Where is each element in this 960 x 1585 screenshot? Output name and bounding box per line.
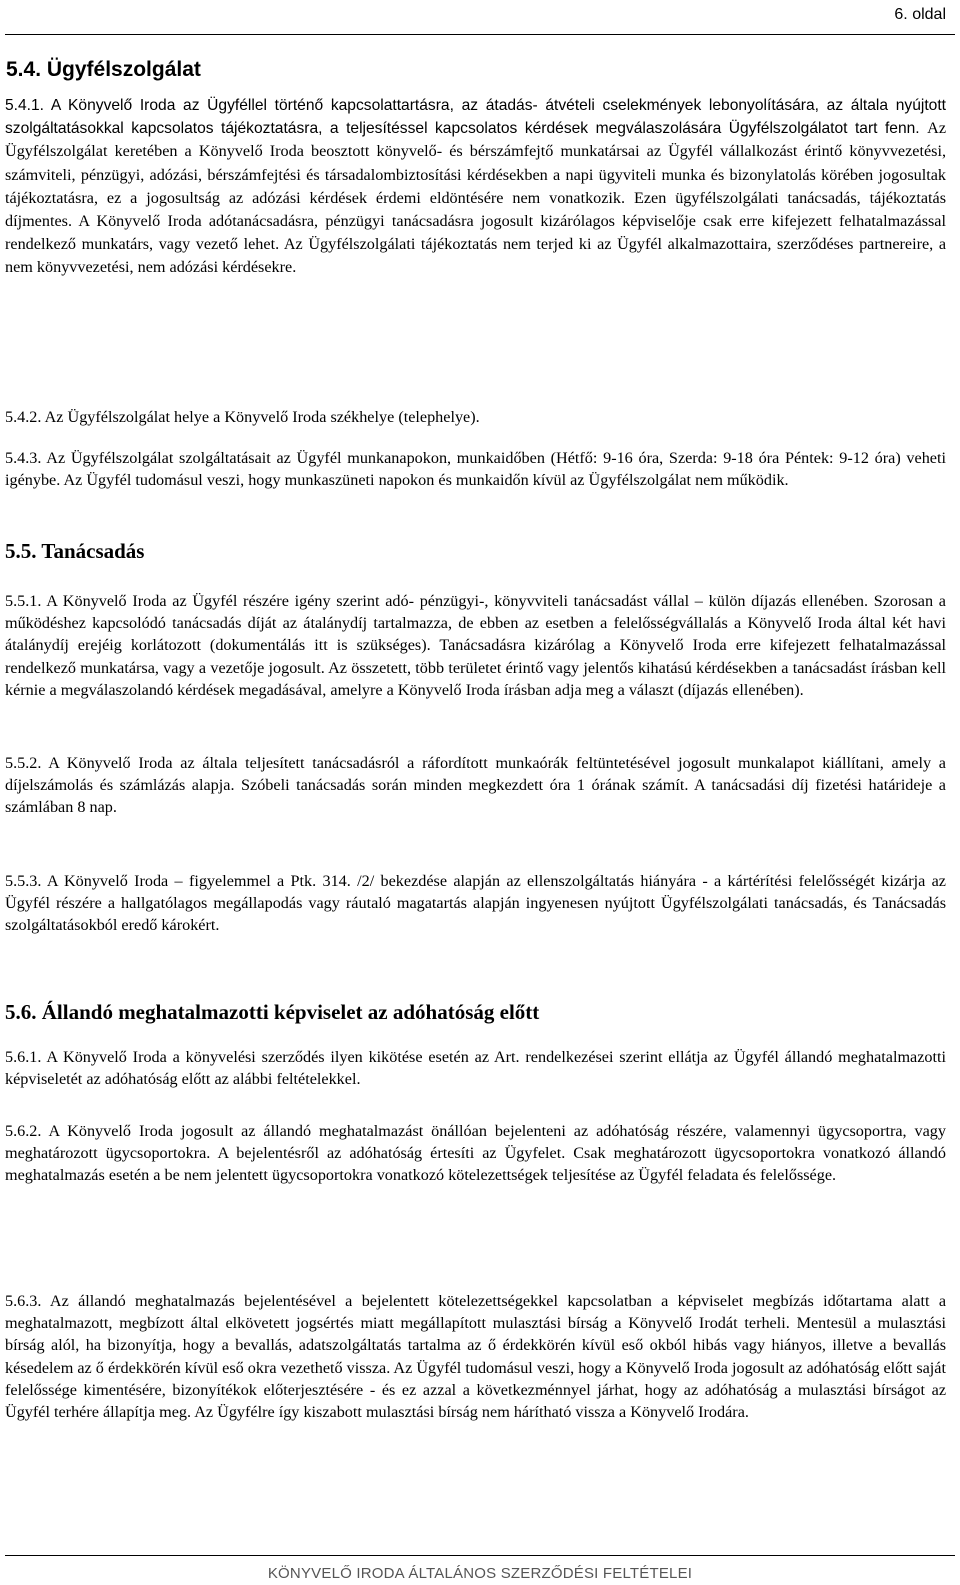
paragraph-number: 5.6.3. [5, 1292, 42, 1310]
paragraph-5-4-3 [5, 447, 946, 491]
section-heading-5-5: 5.5. Tanácsadás [5, 539, 145, 563]
paragraph-number: 5.5.2. [5, 754, 42, 772]
page-number: 6. oldal [894, 6, 946, 23]
section-heading-5-6: 5.6. Állandó meghatalmazotti képviselet az adóhatóság előtt [5, 1000, 540, 1024]
paragraph-5-6-3 [5, 1290, 946, 1423]
paragraph-5-5-1 [5, 590, 946, 701]
paragraph-text: A Könyvelő Iroda a könyvelési szerződés ilyen kikötése esetén az Art. rendelkezései szerint ellátja az Ügyfél állandó meghatalmazotti képviseletét az adóhatóság előtt az alábbi feltételekkel. [5, 1048, 947, 1089]
paragraph-text: A Könyvelő Iroda az Ügyféllel történő kapcsolattartásra, az átadás- átvételi cselekmények lebonyolítására, az általa nyújtott szolgáltatásokkal kapcsolatos tájékoztatásra, a teljesítéssel kapcsolatos kérdések megválaszolására Ügyfélszolgálatot tart fenn. [5, 97, 946, 138]
paragraph-5-6-1 [5, 1046, 946, 1090]
paragraph-number: 5.5.1. [5, 592, 42, 610]
paragraph-5-5-3 [5, 870, 946, 937]
header-divider [5, 34, 955, 35]
paragraph-text-continued: Az Ügyfélszolgálat keretében a Könyvelő Iroda beosztott könyvelő- és bérszámfejtő munkatársai az Ügyfél vállalkozást érintő könyvvezetési, számviteli, pénzügyi, adózási, bérszámfejtési és társadalombiztosítási kérdésekben a napi ügyviteli munka és bizonylatolás körében jogosultak tájékoztatásra, ez a jogosultság az adózási kérdések érdemi eldöntésére nem vonatkozik. Ezen ügyfélszolgálati tanácsadás, tájékoztatás díjmentes. A Könyvelő Iroda adótanácsadásra, pénzügyi tanácsadásra jogosult kizárólagos képviselője csak erre kifejezett felhatalmazással rendelkező munkatárs, vagy vezető lehet. Az Ügyfélszolgálati tájékoztatás nem terjed ki az Ügyfél alkalmazottaira, szerződéses partnereire, a nem könyvvezetési, nem adózási kérdésekre. [5, 119, 946, 277]
paragraph-number: 5.5.3. [5, 872, 42, 890]
paragraph-text: A Könyvelő Iroda az Ügyfél részére igény szerint adó- pénzügyi-, könyvviteli tanácsadást vállal – külön díjazás ellenében. Szorosan a működéshez kapcsolódó tanácsadás díját az átalánydíj tartalmazza, de ebben az esetben a felelősségvállalás a Könyvelő Iroda által két havi átalánydíj erejéig korlátozott (dokumentálás itt is szükséges). Tanácsadásra kizárólag a Könyvelő Iroda erre kifejezett felhatalmazással rendelkező munkatársa, vagy a vezetője jogosult. Az összetett, több területet érintő vagy jelentős kihatású kérdésekben a tanácsadást írásban kell kérnie a megválaszolandó kérdések megadásával, amelyre a Könyvelő Iroda írásban adja meg a választ (díjazás ellenében). [5, 592, 946, 699]
paragraph-text: A Könyvelő Iroda az általa teljesített tanácsadásról a ráfordított munkaórák feltüntetésével jogosult munkalapot kiállítani, amely a díjelszámolás és számlázás alapja. Szóbeli tanácsadás során minden megkezdett óra 1 órának számít. A tanácsadási díj fizetési határideje a számlában 8 nap. [5, 754, 946, 817]
paragraph-text: A Könyvelő Iroda – figyelemmel a Ptk. 314. /2/ bekezdése alapján az ellenszolgáltatás hiányára - a kártérítési felelősségét kizárja az Ügyfél részére a hallgatólagos megállapodás vagy ráutaló magatartás alapján ingyenesen nyújtott Ügyfélszolgálati tanácsadás, és Tanácsadás szolgáltatásokból eredő károkért. [5, 872, 946, 935]
paragraph-number: 5.6.2. [5, 1122, 42, 1140]
section-heading-5-4: 5.4. Ügyfélszolgálat [6, 58, 201, 81]
paragraph-5-5-2 [5, 752, 946, 819]
paragraph-number: 5.4.3. [5, 449, 42, 467]
paragraph-number: 5.4.1. [5, 97, 45, 114]
paragraph-number: 5.6.1. [5, 1048, 42, 1066]
paragraph-text: Az Ügyfélszolgálat helye a Könyvelő Iroda székhelye (telephelye). [44, 408, 480, 426]
footer-divider [5, 1555, 955, 1556]
paragraph-text: Az Ügyfélszolgálat szolgáltatásait az Ügyfél munkanapokon, munkaidőben (Hétfő: 9-16 óra, Szerda: 9-18 óra Péntek: 9-12 óra) veheti igénybe. Az Ügyfél tudomásul veszi, hogy munkaszüneti napokon és munkaidőn kívül az Ügyfélszolgálat nem működik. [5, 449, 946, 490]
paragraph-text: Az állandó meghatalmazás bejelentésével a bejelentett kötelezettségekkel kapcsolatban a képviselet megbízás időtartama alatt a meghatalmazott, megbízott által elkövetett jogsértés miatt megállapított mulasztási bírság a Könyvelő Irodát terheli. Mentesül a mulasztási bírság alól, ha bizonyítja, hogy a bevallás, adatszolgáltatás tartalma az ő érdekkörén kívül eső okból hibás vagy hiányos, illetve a bevallás késedelem az ő érdekkörén kívül eső okra vezethető vissza. Az Ügyfél tudomásul veszi, hogy a Könyvelő Iroda jogosult az adóhatóság előtt saját felelőssége kimentésére, bizonyítékok előterjesztésére - és ez azzal a következménnyel járhat, hogy az adóhatóság a mulasztási bírságot az Ügyfél terhére állapítja meg. Az Ügyfélre így kiszabott mulasztási bírság nem hárítható vissza a Könyvelő Irodára. [5, 1292, 947, 1422]
paragraph-5-4-2 [5, 406, 946, 428]
footer-title: KÖNYVELŐ IRODA ÁLTALÁNOS SZERZŐDÉSI FELTÉTELEI [267, 1565, 693, 1582]
paragraph-5-6-2 [5, 1120, 946, 1187]
paragraph-number: 5.4.2. [5, 408, 42, 426]
paragraph-5-4-1 [5, 95, 946, 280]
paragraph-text: A Könyvelő Iroda jogosult az állandó meghatalmazást önállóan bejelenteni az adóhatóság részére, valamennyi ügycsoportra, vagy meghatározott ügycsoportokra. A bejelentésről az adóhatóság értesíti az Ügyfelet. Csak meghatározott ügycsoportokra vonatkozó állandó meghatalmazás esetén a be nem jelentett ügycsoportokra vonatkozó kötelezettségek teljesítése az Ügyfél feladata és felelőssége. [5, 1122, 946, 1185]
